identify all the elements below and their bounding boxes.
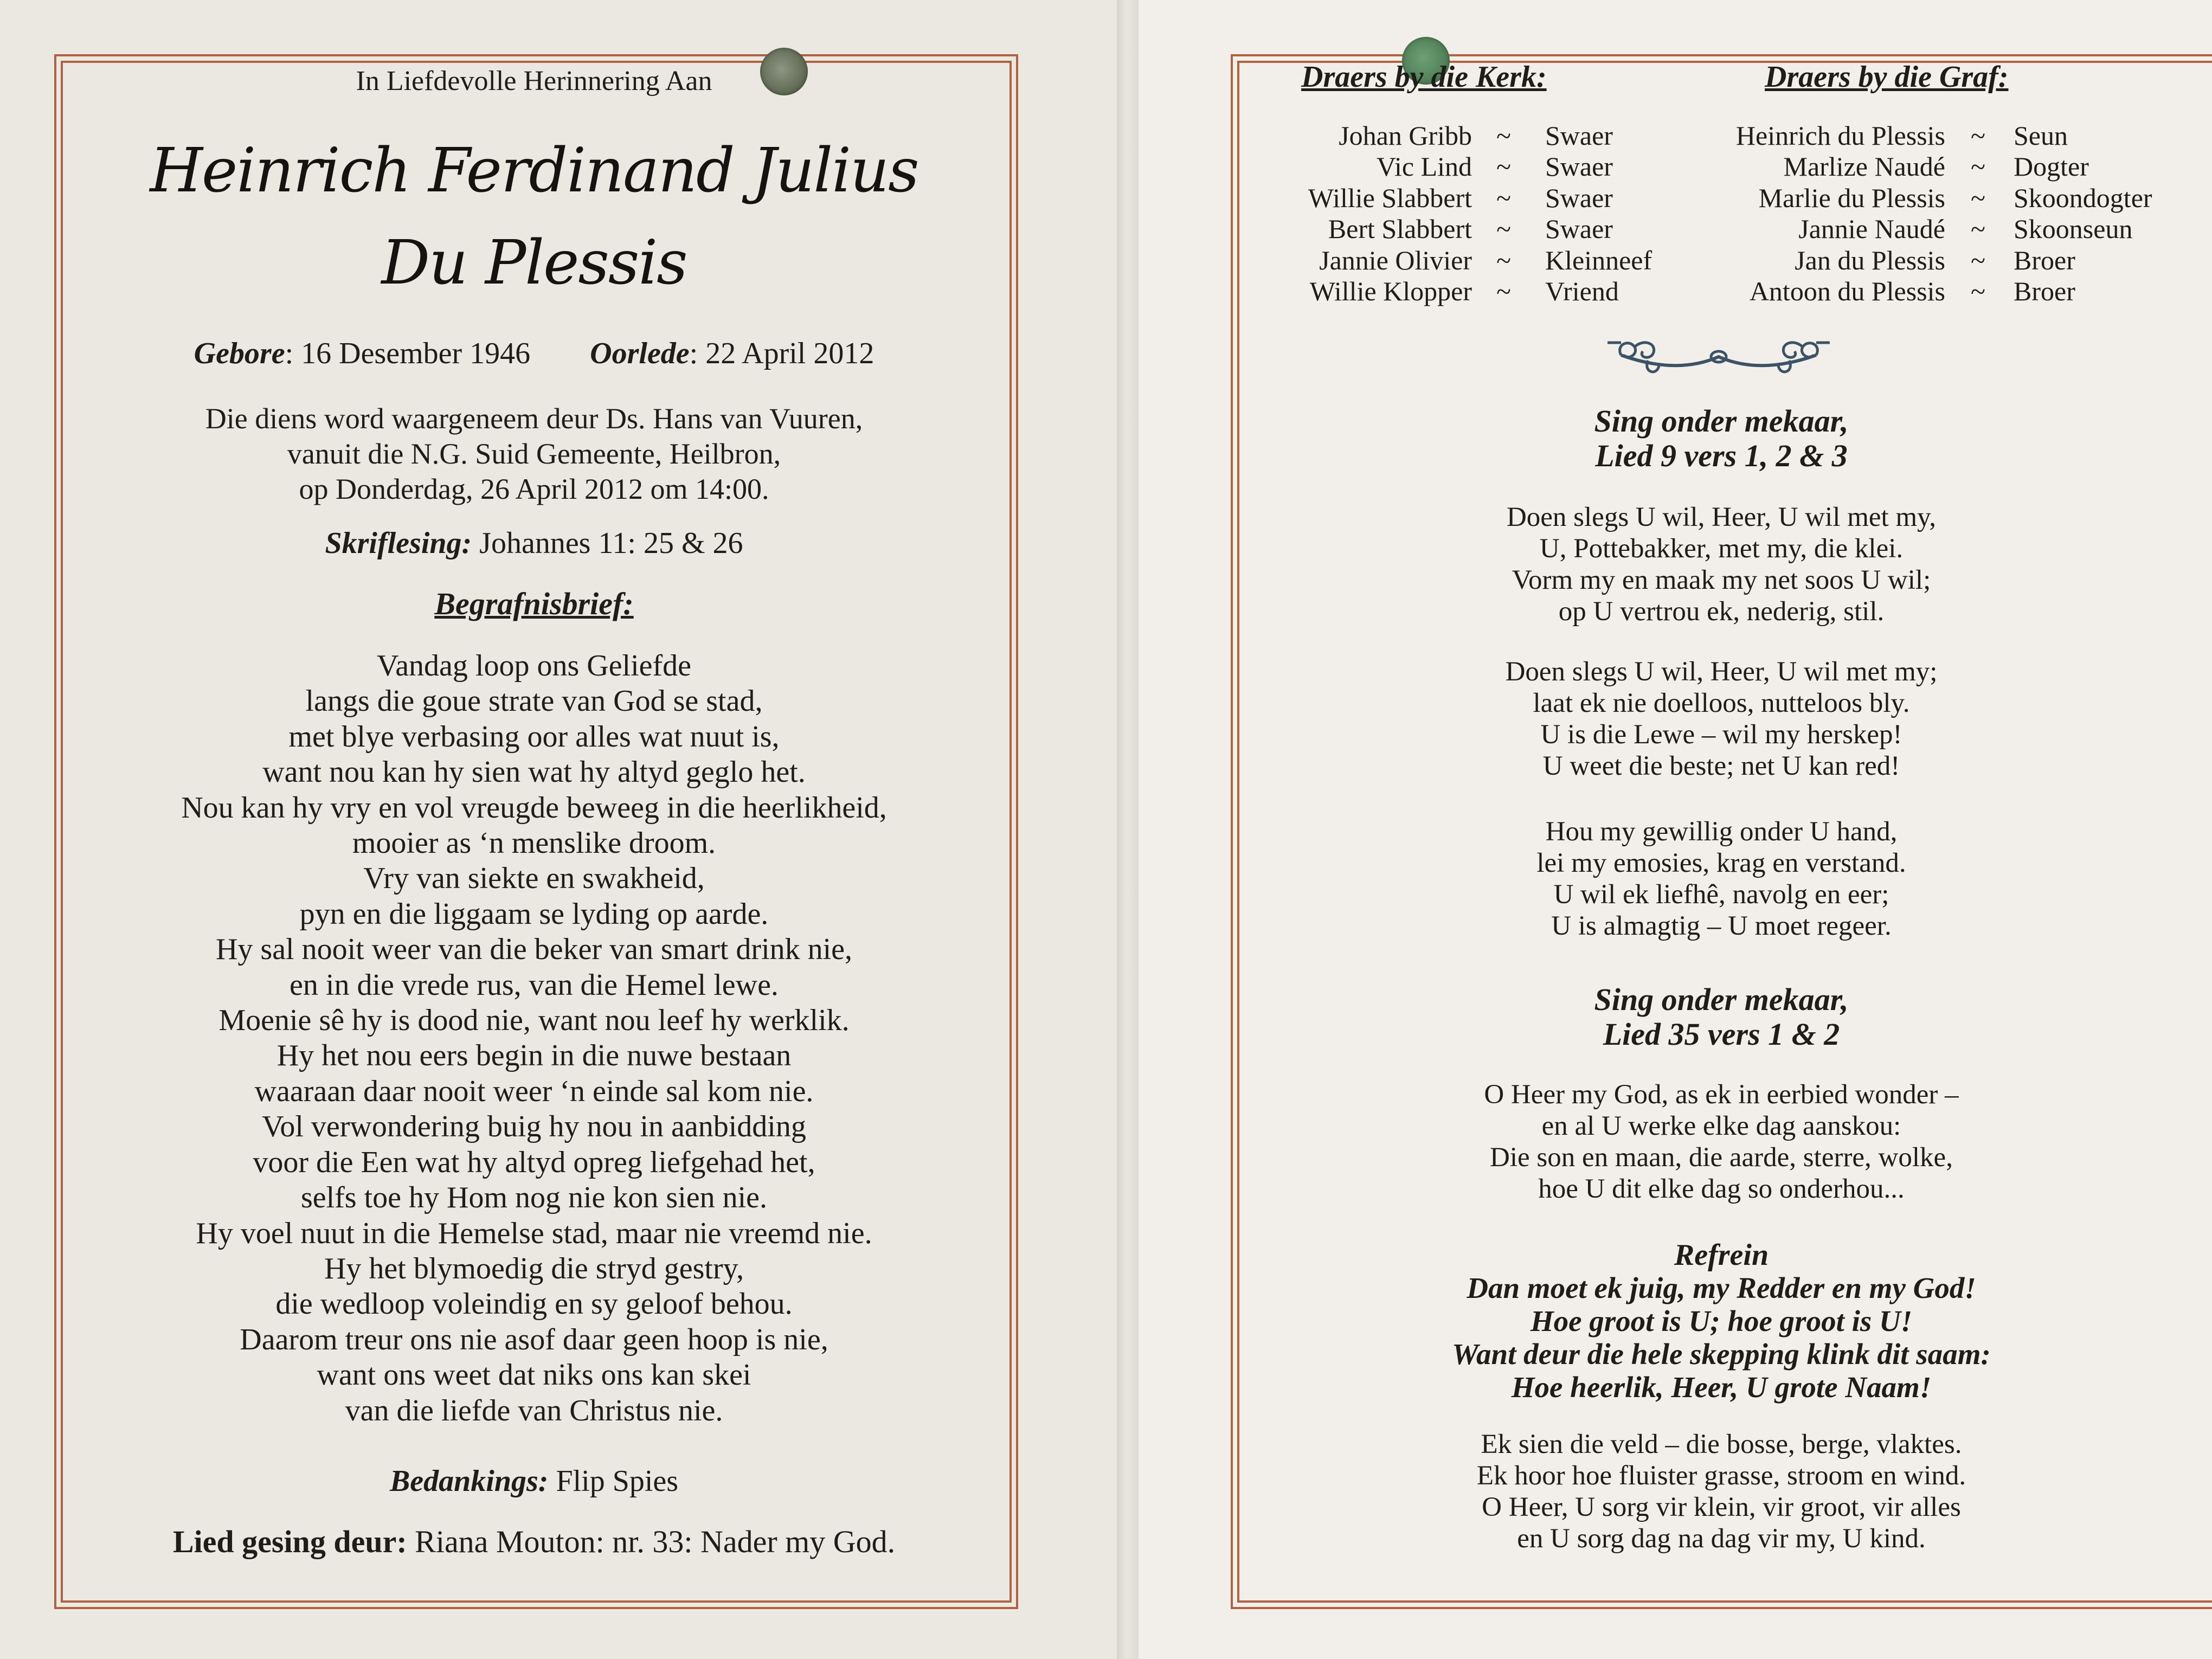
bearer-relation: Swaer xyxy=(1545,151,1613,182)
letter-line: Vandag loop ons Geliefde xyxy=(376,649,692,683)
song1-heading xyxy=(1231,404,2212,473)
song-heading-line: Lied 35 vers 1 & 2 xyxy=(1603,1017,1840,1052)
tilde-separator: ~ xyxy=(1496,120,1512,151)
letter-line: van die liefde van Christus nie. xyxy=(345,1393,723,1427)
letter-line: Daarom treur ons nie asof daar geen hoop is nie, xyxy=(240,1322,828,1356)
letter-line: Hy het blymoedig die stryd gestry, xyxy=(324,1251,744,1285)
song-heading-line: Sing onder mekaar, xyxy=(1594,403,1849,439)
verse-line: O Heer, U sorg vir klein, vir groot, vir alles xyxy=(1482,1492,1961,1522)
reading-label: Skriflesing: xyxy=(325,526,472,560)
bearer-name: Jan du Plessis xyxy=(1795,245,1945,275)
thanks-value: Flip Spies xyxy=(548,1464,679,1498)
tilde-separator: ~ xyxy=(1496,214,1512,245)
letter-line: langs die goue strate van God se stad, xyxy=(305,684,763,718)
verse-line: Ek hoor hoe fluister grasse, stroom en wind. xyxy=(1476,1461,1966,1491)
bearer-name: Marlie du Plessis xyxy=(1758,182,1945,213)
verse-line: Hou my gewillig onder U hand, xyxy=(1545,816,1898,847)
bearer-name: Johan Gribb xyxy=(1339,120,1472,151)
died-date: : 22 April 2012 xyxy=(689,337,874,370)
tilde-separator: ~ xyxy=(1971,245,1986,275)
bearer-name: Jannie Olivier xyxy=(1319,245,1472,275)
letter-line: met blye verbasing oor alles wat nuut is, xyxy=(288,719,780,754)
song2-verse2 xyxy=(1231,1429,2212,1554)
born-date: : 16 Desember 1946 xyxy=(285,337,531,370)
song1-verse1 xyxy=(1231,501,2212,627)
church-bearers-names xyxy=(1279,120,1472,307)
song1-verse3 xyxy=(1231,816,2212,942)
tilde-separator: ~ xyxy=(1971,275,1986,306)
grave-bearers-names xyxy=(1681,120,1945,307)
tilde-separator: ~ xyxy=(1971,120,1986,151)
bearer-relation: Broer xyxy=(2014,245,2075,275)
letter-line: Moenie sê hy is dood nie, want nou leef hy werklik. xyxy=(218,1004,850,1038)
service-details xyxy=(54,401,1014,507)
song1-verse2 xyxy=(1231,656,2212,782)
deceased-name-line2: Du Plessis xyxy=(381,228,687,298)
bearer-name: Jannie Naudé xyxy=(1798,214,1945,245)
song-sung-by-line xyxy=(54,1523,1014,1560)
grave-bearers-relations xyxy=(2014,120,2152,307)
bearer-relation: Dogter xyxy=(2014,151,2089,182)
church-bearers-relations xyxy=(1545,120,1652,307)
bearer-relation: Seun xyxy=(2014,120,2068,151)
church-bearers-separators xyxy=(1496,120,1511,307)
bearer-relation: Kleinneef xyxy=(1545,245,1652,275)
letter-line: Hy voel nuut in die Hemelse stad, maar nie vreemd nie. xyxy=(196,1216,872,1250)
song-label: Lied gesing deur: xyxy=(172,1524,407,1559)
letter-line: en in die vrede rus, van die Hemel lewe. xyxy=(290,968,779,1002)
bearer-relation: Swaer xyxy=(1545,214,1613,245)
church-bearers-title: Draers by die Kerk: xyxy=(1301,60,1547,94)
tilde-separator: ~ xyxy=(1496,182,1512,213)
died-label: Oorlede xyxy=(590,337,690,370)
verse-line: Doen slegs U wil, Heer, U wil met my; xyxy=(1505,657,1938,687)
song-heading-line: Sing onder mekaar, xyxy=(1594,982,1849,1017)
born-label: Gebore xyxy=(194,337,285,370)
song-value: Riana Mouton: nr. 33: Nader my God. xyxy=(407,1524,896,1559)
letter-line: Vry van siekte en swakheid, xyxy=(363,861,705,896)
verse-line: O Heer my God, as ek in eerbied wonder – xyxy=(1484,1079,1959,1110)
verse-line: op U vertrou ek, nederig, stil. xyxy=(1558,596,1885,627)
letter-line: selfs toe hy Hom nog nie kon sien nie. xyxy=(300,1181,768,1215)
bearer-name: Antoon du Plessis xyxy=(1749,275,1945,306)
refrain-title: Refrein xyxy=(1674,1238,1769,1272)
tilde-separator: ~ xyxy=(1971,151,1986,182)
service-line: Die diens word waargeneem deur Ds. Hans van Vuuren, xyxy=(205,402,863,435)
letter-line: Hy sal nooit weer van die beker van smart drink nie, xyxy=(215,933,853,967)
verse-line: U, Pottebakker, met my, die klei. xyxy=(1539,533,1904,564)
bearer-relation: Skoondogter xyxy=(2014,182,2152,213)
letter-line: mooier as ‘n menslike droom. xyxy=(352,826,716,860)
bearer-name: Vic Lind xyxy=(1376,151,1472,182)
bearer-relation: Swaer xyxy=(1545,182,1613,213)
letter-line: want nou kan hy sien wat hy altyd geglo het. xyxy=(262,755,806,789)
letter-line: want ons weet dat niks ons kan skei xyxy=(317,1358,751,1392)
verse-line: hoe U dit elke dag so onderhou... xyxy=(1538,1174,1905,1204)
bearer-relation: Vriend xyxy=(1545,275,1619,306)
refrain-line: Dan moet ek juig, my Redder en my God! xyxy=(1467,1271,1976,1304)
bearer-relation: Skoonseun xyxy=(2014,214,2133,245)
bearer-name: Marlize Naudé xyxy=(1783,151,1945,182)
letter-line: Nou kan hy vry en vol vreugde beweeg in die heerlikheid, xyxy=(181,790,887,825)
tilde-separator: ~ xyxy=(1496,151,1512,182)
funeral-letter-title: Begrafnisbrief: xyxy=(434,586,634,621)
verse-line: U is die Lewe – wil my herskep! xyxy=(1540,719,1902,750)
verse-line: U is almagtig – U moet regeer. xyxy=(1551,911,1892,941)
letter-line: Hy het nou eers begin in die nuwe bestaan xyxy=(276,1039,792,1073)
refrain-line: Hoe heerlik, Heer, U grote Naam! xyxy=(1511,1371,1932,1404)
letter-line: die wedloop voleindig en sy geloof behou. xyxy=(275,1287,793,1321)
verse-line: U weet die beste; net U kan red! xyxy=(1542,751,1900,781)
bearer-name: Heinrich du Plessis xyxy=(1735,120,1945,151)
page-fold xyxy=(1117,0,1139,1659)
song2-heading xyxy=(1231,982,2212,1052)
memorial-heading: In Liefdevolle Herinnering Aan xyxy=(356,66,712,97)
dates-line xyxy=(54,336,1014,371)
verse-line: Vorm my en maak my net soos U wil; xyxy=(1512,565,1931,595)
refrain-line: Want deur die hele skepping klink dit saam: xyxy=(1452,1338,1991,1371)
letter-line: pyn en die liggaam se lyding op aarde. xyxy=(299,897,769,931)
service-line: op Donderdag, 26 April 2012 om 14:00. xyxy=(299,473,769,505)
scripture-reading xyxy=(54,526,1014,561)
tilde-separator: ~ xyxy=(1971,214,1986,245)
bearer-relation: Broer xyxy=(2014,275,2075,306)
verse-line: laat ek nie doelloos, nutteloos bly. xyxy=(1533,688,1910,718)
bearer-relation: Swaer xyxy=(1545,120,1613,151)
deceased-name-line1: Heinrich Ferdinand Julius xyxy=(150,136,918,206)
bearer-name: Willie Slabbert xyxy=(1308,182,1472,213)
flourish-divider-icon xyxy=(1605,331,1832,380)
bearer-name: Willie Klopper xyxy=(1309,275,1472,306)
letter-line: voor die Een wat hy altyd opreg liefgehad het, xyxy=(253,1145,815,1179)
verse-line: en U sorg dag na dag vir my, U kind. xyxy=(1517,1523,1926,1554)
bearer-name: Bert Slabbert xyxy=(1328,214,1472,245)
verse-line: Ek sien die veld – die bosse, berge, vlaktes. xyxy=(1481,1429,1962,1459)
verse-line: en al U werke elke dag aanskou: xyxy=(1541,1111,1901,1141)
grave-bearers-title: Draers by die Graf: xyxy=(1765,60,2009,94)
letter-line: Vol verwondering buig hy nou in aanbidding xyxy=(262,1110,806,1144)
funeral-letter xyxy=(54,648,1014,1429)
letter-line: waaraan daar nooit weer ‘n einde sal kom nie. xyxy=(254,1074,814,1108)
refrain-text xyxy=(1231,1271,2212,1404)
tilde-separator: ~ xyxy=(1496,275,1512,306)
song-heading-line: Lied 9 vers 1, 2 & 3 xyxy=(1595,438,1848,473)
refrain-line: Hoe groot is U; hoe groot is U! xyxy=(1530,1304,1913,1338)
tilde-separator: ~ xyxy=(1496,245,1512,275)
thanks-line xyxy=(54,1464,1014,1499)
song2-verse1 xyxy=(1231,1079,2212,1205)
reading-value: Johannes 11: 25 & 26 xyxy=(472,526,743,560)
verse-line: Doen slegs U wil, Heer, U wil met my, xyxy=(1506,502,1937,532)
tilde-separator: ~ xyxy=(1971,182,1986,213)
service-line: vanuit die N.G. Suid Gemeente, Heilbron, xyxy=(287,438,781,470)
thanks-label: Bedankings: xyxy=(389,1464,549,1498)
verse-line: lei my emosies, krag en verstand. xyxy=(1536,848,1906,878)
verse-line: Die son en maan, die aarde, sterre, wolke, xyxy=(1490,1142,1953,1173)
verse-line: U wil ek liefhê, navolg en eer; xyxy=(1553,879,1889,910)
grave-bearers-separators xyxy=(1971,120,1985,307)
